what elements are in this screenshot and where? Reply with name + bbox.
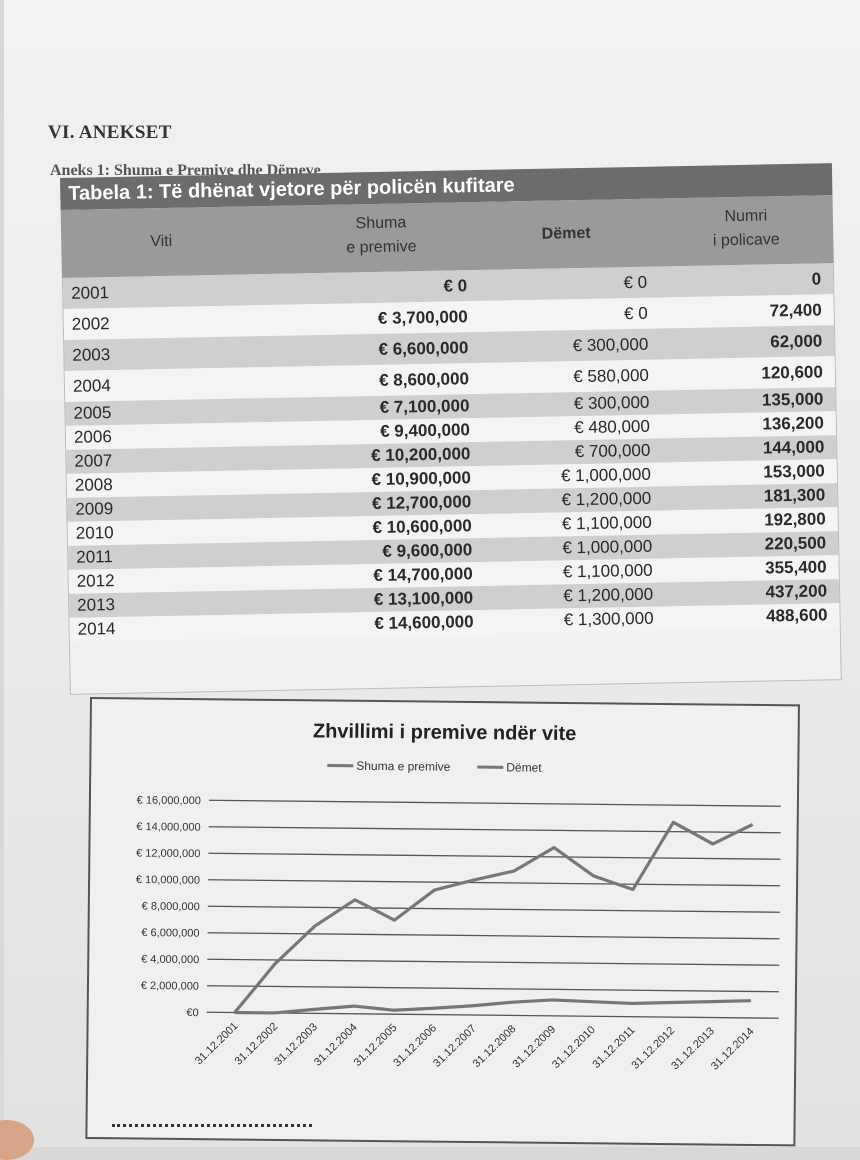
cell-damages: € 1,300,000	[564, 607, 654, 633]
y-tick-label: € 4,000,000	[141, 954, 199, 967]
cell-damages: € 0	[624, 298, 648, 329]
section-title: VI. ANEKSET	[48, 122, 172, 144]
legend-label: Dëmet	[506, 760, 542, 774]
y-tick-label: € 2,000,000	[141, 980, 199, 993]
cell-damages: € 300,000	[572, 329, 648, 361]
cell-year: 2004	[73, 370, 111, 402]
header-damages: Dëmet	[491, 221, 641, 248]
cell-damages: € 0	[623, 267, 647, 298]
header-year: Viti	[91, 229, 231, 256]
x-tick-label: 31.12.2008	[471, 1023, 519, 1070]
table-title: Tabela 1: Të dhënat vjetore për policën kufitare	[60, 163, 832, 210]
y-tick-label: € 16,000,000	[137, 794, 201, 807]
x-tick-label: 31.12.2005	[352, 1022, 400, 1069]
cell-policies: 144,000	[763, 435, 825, 460]
x-tick-label: 31.12.2001	[193, 1020, 241, 1067]
x-tick-label: 31.12.2009	[510, 1023, 558, 1070]
cell-year: 2008	[75, 473, 113, 498]
gridline	[208, 933, 780, 939]
y-tick-label: € 12,000,000	[136, 847, 200, 860]
cell-year: 2007	[74, 449, 112, 474]
cell-damages: € 1,100,000	[563, 559, 653, 585]
cell-policies: 192,800	[764, 507, 826, 532]
cell-policies: 72,400	[769, 294, 822, 326]
gridline	[208, 906, 780, 912]
gridline	[207, 1012, 779, 1018]
cell-premium: € 10,200,000	[371, 442, 471, 468]
dotted-footer-line	[112, 1124, 312, 1127]
x-tick-label: 31.12.2011	[590, 1024, 637, 1071]
cell-policies: 220,500	[764, 531, 826, 556]
cell-premium: € 9,400,000	[380, 418, 470, 444]
annual-data-table	[60, 163, 842, 688]
cell-premium: € 13,100,000	[374, 586, 474, 612]
cell-damages: € 1,000,000	[561, 463, 651, 489]
cell-premium: € 12,700,000	[372, 490, 472, 516]
x-tick-label: 31.12.2010	[550, 1024, 598, 1071]
document-page	[4, 0, 860, 1147]
y-tick-label: € 6,000,000	[141, 927, 199, 940]
cell-premium: € 6,600,000	[378, 332, 468, 365]
cell-year: 2005	[73, 401, 111, 426]
x-tick-label: 31.12.2014	[709, 1026, 757, 1073]
cell-premium: € 10,600,000	[372, 514, 472, 540]
x-tick-label: 31.12.2013	[669, 1025, 717, 1072]
cell-damages: € 1,100,000	[562, 511, 652, 537]
x-tick-label: 31.12.2004	[312, 1021, 360, 1068]
premiums-line-chart	[85, 697, 800, 1146]
cell-damages: € 480,000	[574, 415, 650, 440]
cell-damages: € 1,000,000	[562, 535, 652, 561]
cell-premium: € 3,700,000	[378, 301, 468, 334]
gridline	[207, 959, 779, 965]
header-premium-line2: e premive	[281, 234, 481, 262]
header-policies-line2: i policave	[671, 227, 821, 254]
cell-policies: 0	[811, 263, 821, 294]
cell-year: 2013	[77, 593, 115, 618]
chart-title: Zhvillimi i premive ndër vite	[313, 720, 577, 745]
cell-damages: € 1,200,000	[563, 583, 653, 609]
cell-policies: 136,200	[762, 411, 824, 436]
x-tick-label: 31.12.2007	[431, 1023, 479, 1070]
gridline	[208, 853, 780, 859]
cell-year: 2011	[76, 545, 113, 570]
cell-year: 2002	[72, 308, 110, 340]
cell-damages: € 1,200,000	[561, 487, 651, 513]
cell-premium: € 10,900,000	[371, 466, 471, 492]
cell-policies: 62,000	[770, 325, 823, 357]
cell-year: 2009	[75, 497, 113, 522]
annex-title: Aneks 1: Shuma e Premive dhe Dëmeve	[50, 162, 321, 180]
y-tick-label: € 14,000,000	[136, 821, 200, 834]
cell-premium: € 14,600,000	[374, 610, 474, 636]
x-tick-label: 31.12.2002	[233, 1021, 281, 1068]
cell-year: 2006	[74, 425, 112, 450]
cell-damages: € 700,000	[574, 439, 650, 464]
table-body	[62, 263, 841, 642]
gridline	[208, 880, 780, 886]
gridline	[209, 800, 781, 806]
x-tick-label: 31.12.2006	[391, 1022, 439, 1069]
cell-policies: 135,000	[762, 387, 824, 412]
x-tick-label: 31.12.2003	[272, 1021, 320, 1068]
cell-premium: € 8,600,000	[379, 363, 469, 396]
cell-damages: € 300,000	[574, 391, 650, 416]
cell-policies: 437,200	[765, 579, 827, 604]
cell-year: 2003	[72, 339, 110, 371]
cell-premium: € 14,700,000	[373, 562, 473, 588]
header-policies-line1: Numri	[671, 203, 821, 230]
series-line-0	[235, 818, 753, 1018]
cell-policies: 153,000	[763, 459, 825, 484]
header-premium-line1: Shuma	[281, 210, 481, 238]
x-tick-label: 31.12.2012	[630, 1025, 678, 1072]
y-tick-label: € 10,000,000	[136, 874, 200, 887]
y-tick-label: €0	[186, 1007, 198, 1019]
cell-year: 2012	[77, 569, 115, 594]
gridline	[209, 827, 781, 833]
cell-premium: € 0	[443, 270, 467, 301]
cell-policies: 355,400	[765, 555, 827, 580]
y-tick-label: € 8,000,000	[142, 901, 200, 914]
cell-year: 2014	[77, 617, 115, 642]
chart-svg	[87, 699, 798, 1144]
legend-label: Shuma e premive	[356, 759, 451, 774]
cell-policies: 181,300	[764, 483, 826, 508]
gridline	[207, 986, 779, 992]
cell-policies: 120,600	[761, 356, 823, 388]
cell-year: 2001	[71, 277, 109, 309]
series-line-1	[235, 995, 751, 1018]
cell-premium: € 9,600,000	[382, 538, 472, 564]
cell-premium: € 7,100,000	[379, 394, 469, 420]
cell-year: 2010	[76, 521, 114, 546]
cell-policies: 488,600	[766, 603, 828, 628]
cell-damages: € 580,000	[573, 360, 649, 392]
